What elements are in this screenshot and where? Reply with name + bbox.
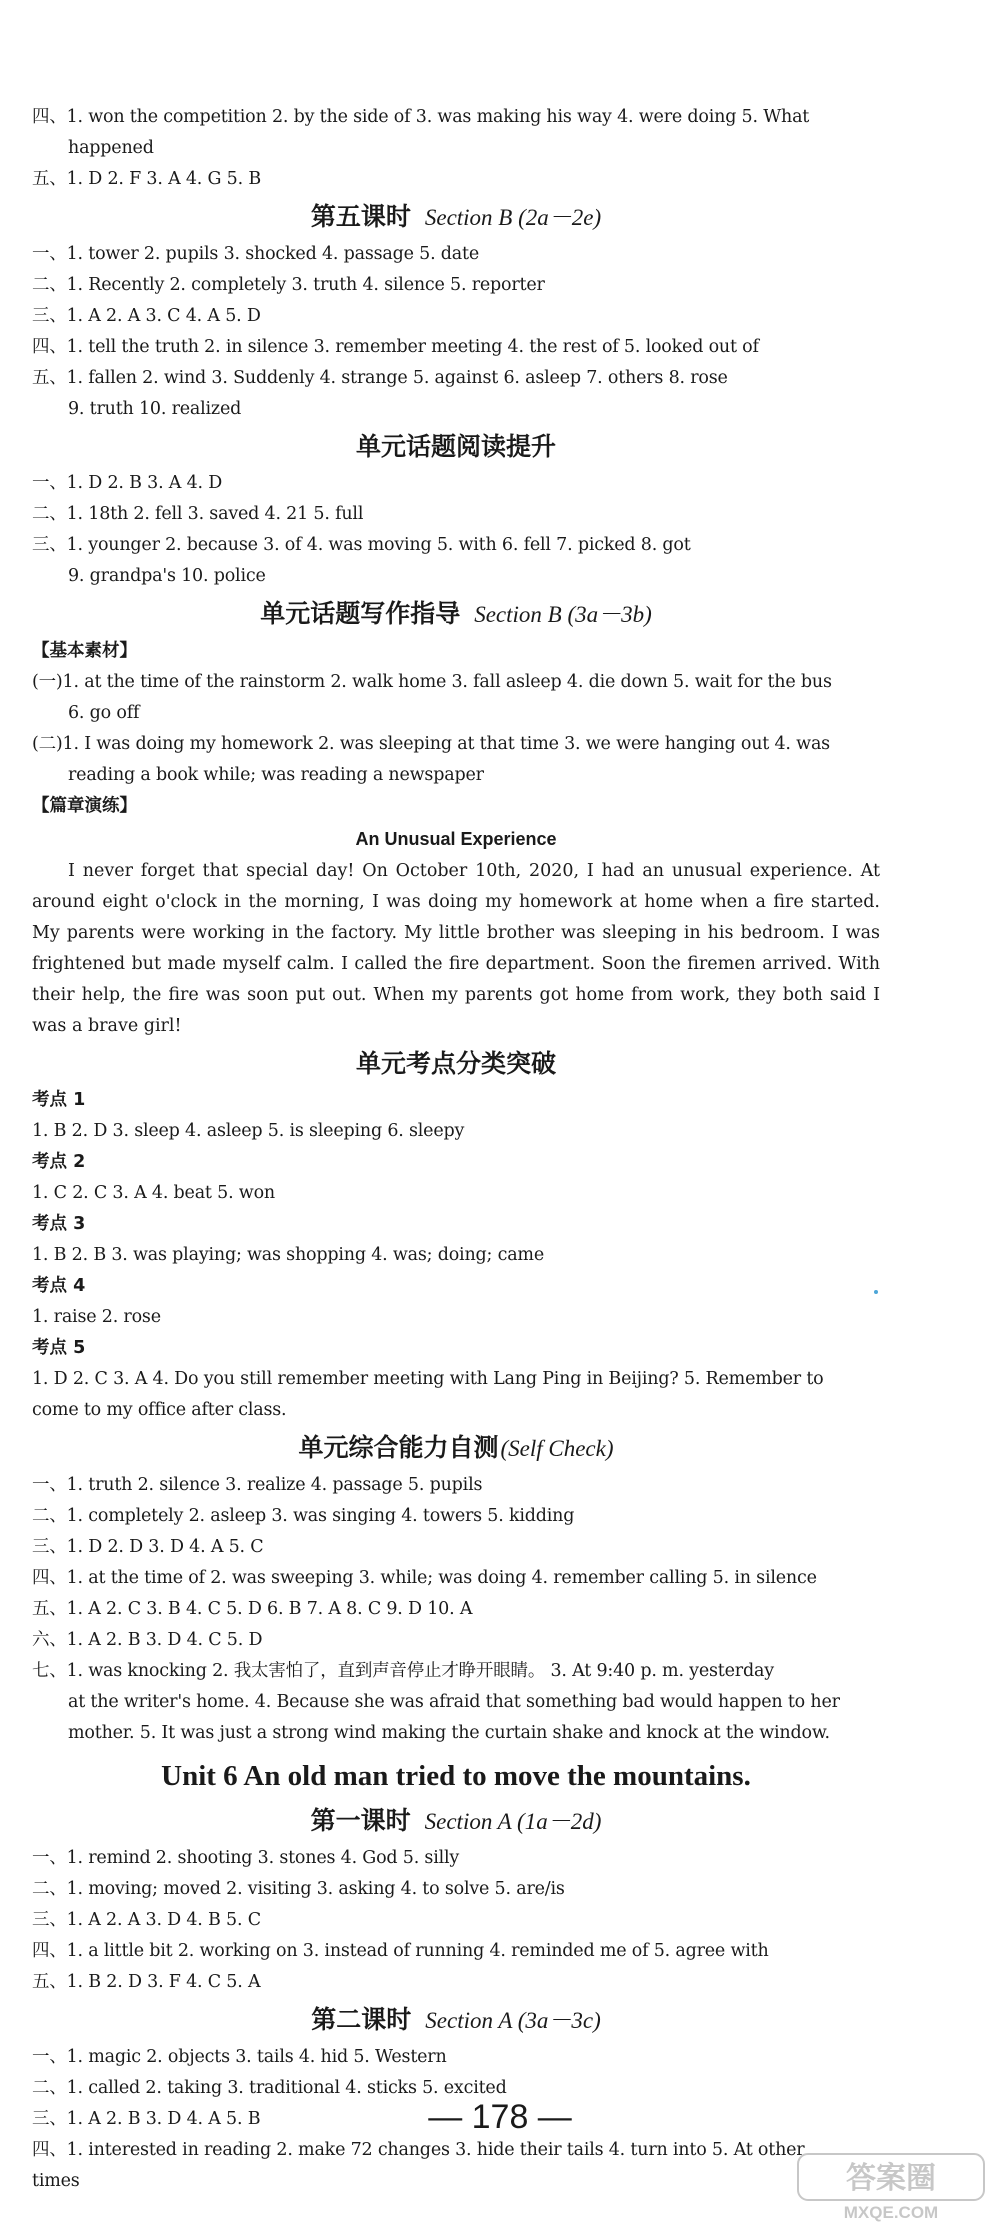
answer-line: 三、1. A 2. A 3. D 4. B 5. C [32, 1910, 261, 1930]
answer-line-continued: reading a book while; was reading a newspaper [68, 765, 484, 785]
answer-line: 三、1. A 2. A 3. C 4. A 5. D [32, 306, 261, 326]
answer-line: 1. D 2. C 3. A 4. Do you still remember meeting with Lang Ping in Beijing? 5. Remember to [32, 1369, 824, 1389]
answer-line: 一、1. truth 2. silence 3. realize 4. passage 5. pupils [32, 1475, 483, 1495]
answer-line: 1. raise 2. rose [32, 1307, 161, 1327]
heading-cn: 第五课时 [310, 202, 411, 231]
essay-title: An Unusual Experience [355, 829, 557, 849]
heading-en: Section B (3a－3b) [474, 602, 652, 627]
answer-line: 二、1. completely 2. asleep 3. was singing 4. towers 5. kidding [32, 1506, 575, 1526]
answer-line-continued: come to my office after class. [32, 1400, 287, 1420]
answer-line: 二、1. Recently 2. completely 3. truth 4. silence 5. reporter [32, 275, 545, 295]
watermark-text: 答案圈 [846, 2161, 936, 2196]
answer-line: 1. B 2. D 3. sleep 4. asleep 5. is sleeping 6. sleepy [32, 1121, 465, 1141]
answer-line: 1. C 2. C 3. A 4. beat 5. won [32, 1183, 275, 1203]
answer-line: 三、1. D 2. D 3. D 4. A 5. C [32, 1537, 264, 1557]
answer-line-continued: happened [68, 138, 154, 158]
answer-line: 一、1. tower 2. pupils 3. shocked 4. passage 5. date [32, 244, 480, 264]
heading-cn: 单元考点分类突破 [355, 1049, 556, 1078]
answer-line: 六、1. A 2. B 3. D 4. C 5. D [32, 1630, 263, 1650]
heading-en: (Self Check) [500, 1436, 614, 1461]
heading-en: Section A (1a－2d) [424, 1809, 602, 1834]
answer-line: 二、1. called 2. taking 3. traditional 4. sticks 5. excited [32, 2078, 507, 2098]
answer-line-continued: mother. 5. It was just a strong wind making the curtain shake and knock at the window. [68, 1723, 830, 1743]
answer-line-continued: at the writer's home. 4. Because she was afraid that something bad would happen to her [68, 1692, 840, 1712]
page-number: — 178 — [428, 2098, 572, 2136]
point-label: 考点 2 [32, 1152, 86, 1172]
answer-line: 四、1. won the competition 2. by the side of 3. was making his way 4. were doing 5. What [32, 107, 810, 127]
point-label: 考点 4 [32, 1276, 86, 1296]
point-label: 考点 5 [32, 1338, 86, 1358]
section-heading [32, 1801, 880, 1842]
answer-page [32, 102, 880, 2197]
section-heading [32, 594, 880, 635]
answer-line: 四、1. interested in reading 2. make 72 changes 3. hide their tails 4. turn into 5. At other [32, 2140, 805, 2160]
section-heading [32, 197, 880, 238]
answer-line-continued: 9. truth 10. realized [68, 399, 242, 419]
answer-line: 四、1. a little bit 2. working on 3. instead of running 4. reminded me of 5. agree with [32, 1941, 769, 1961]
heading-cn: 第一课时 [310, 1806, 411, 1835]
answer-line: 五、1. A 2. C 3. B 4. C 5. D 6. B 7. A 8. C 9. D 10. A [32, 1599, 473, 1619]
practice-label: 【篇章演练】 [32, 796, 137, 816]
section-heading [32, 427, 880, 467]
watermark-logo [796, 2152, 986, 2222]
answer-line: 五、1. fallen 2. wind 3. Suddenly 4. strange 5. against 6. asleep 7. others 8. rose [32, 368, 728, 388]
answer-line: 五、1. D 2. F 3. A 4. G 5. B [32, 169, 261, 189]
answer-line-continued: 6. go off [68, 703, 140, 723]
section-heading [32, 1044, 880, 1084]
answer-line: 1. B 2. B 3. was playing; was shopping 4. was; doing; came [32, 1245, 544, 1265]
heading-en: Section B (2a－2e) [424, 205, 602, 230]
heading-cn: 单元话题写作指导 [260, 599, 461, 628]
stray-dot [874, 1290, 878, 1294]
answer-line: 七、1. was knocking 2. 我太害怕了，直到声音停止才睁开眼睛。 3. At 9:40 p. m. yesterday [32, 1661, 774, 1681]
answer-line: 一、1. remind 2. shooting 3. stones 4. God 5. silly [32, 1848, 460, 1868]
heading-cn: 单元综合能力自测 [298, 1433, 499, 1462]
essay-paragraph: I never forget that special day! On October 10th, 2020, I had an unusual experience. At around eight o'clock in the morning, I was doing my homework at home when a fire started. My parents were working in the factory. My little brother was sleeping in his bedroom. I was frightened but made myself calm. I called the fire department. Soon the firemen arrived. With their help, the fire was soon put out. When my parents got home from work, they both said I was a brave girl! [32, 861, 880, 1036]
watermark-url: MXQE.COM [843, 2203, 939, 2222]
answer-line-continued: 9. grandpa's 10. police [68, 566, 266, 586]
answer-line-continued: times [32, 2171, 80, 2191]
answer-line: 一、1. magic 2. objects 3. tails 4. hid 5. Western [32, 2047, 447, 2067]
answer-line: 三、1. younger 2. because 3. of 4. was moving 5. with 6. fell 7. picked 8. got [32, 535, 691, 555]
answer-line: 四、1. at the time of 2. was sweeping 3. while; was doing 4. remember calling 5. in silence [32, 1568, 817, 1588]
answer-line: 二、1. 18th 2. fell 3. saved 4. 21 5. full [32, 504, 364, 524]
heading-en: Section A (3a－3c) [425, 2008, 601, 2033]
basic-material-label: 【基本素材】 [32, 641, 137, 661]
section-heading [32, 2000, 880, 2041]
unit-title: Unit 6 An old man tried to move the mountains. [161, 1760, 751, 1792]
answer-line: 四、1. tell the truth 2. in silence 3. remember meeting 4. the rest of 5. looked out of [32, 337, 759, 357]
answer-line: (一)1. at the time of the rainstorm 2. walk home 3. fall asleep 4. die down 5. wait for the bus [32, 672, 832, 692]
section-heading [32, 1428, 880, 1469]
heading-cn: 第二课时 [311, 2005, 412, 2034]
answer-line: (二)1. I was doing my homework 2. was sleeping at that time 3. we were hanging out 4. was [32, 734, 830, 754]
point-label: 考点 3 [32, 1214, 86, 1234]
heading-cn: 单元话题阅读提升 [355, 432, 556, 461]
point-label: 考点 1 [32, 1090, 86, 1110]
answer-line: 二、1. moving; moved 2. visiting 3. asking 4. to solve 5. are/is [32, 1879, 565, 1899]
answer-line: 五、1. B 2. D 3. F 4. C 5. A [32, 1972, 261, 1992]
answer-line: 一、1. D 2. B 3. A 4. D [32, 473, 223, 493]
answer-line: 三、1. A 2. B 3. D 4. A 5. B [32, 2109, 261, 2129]
